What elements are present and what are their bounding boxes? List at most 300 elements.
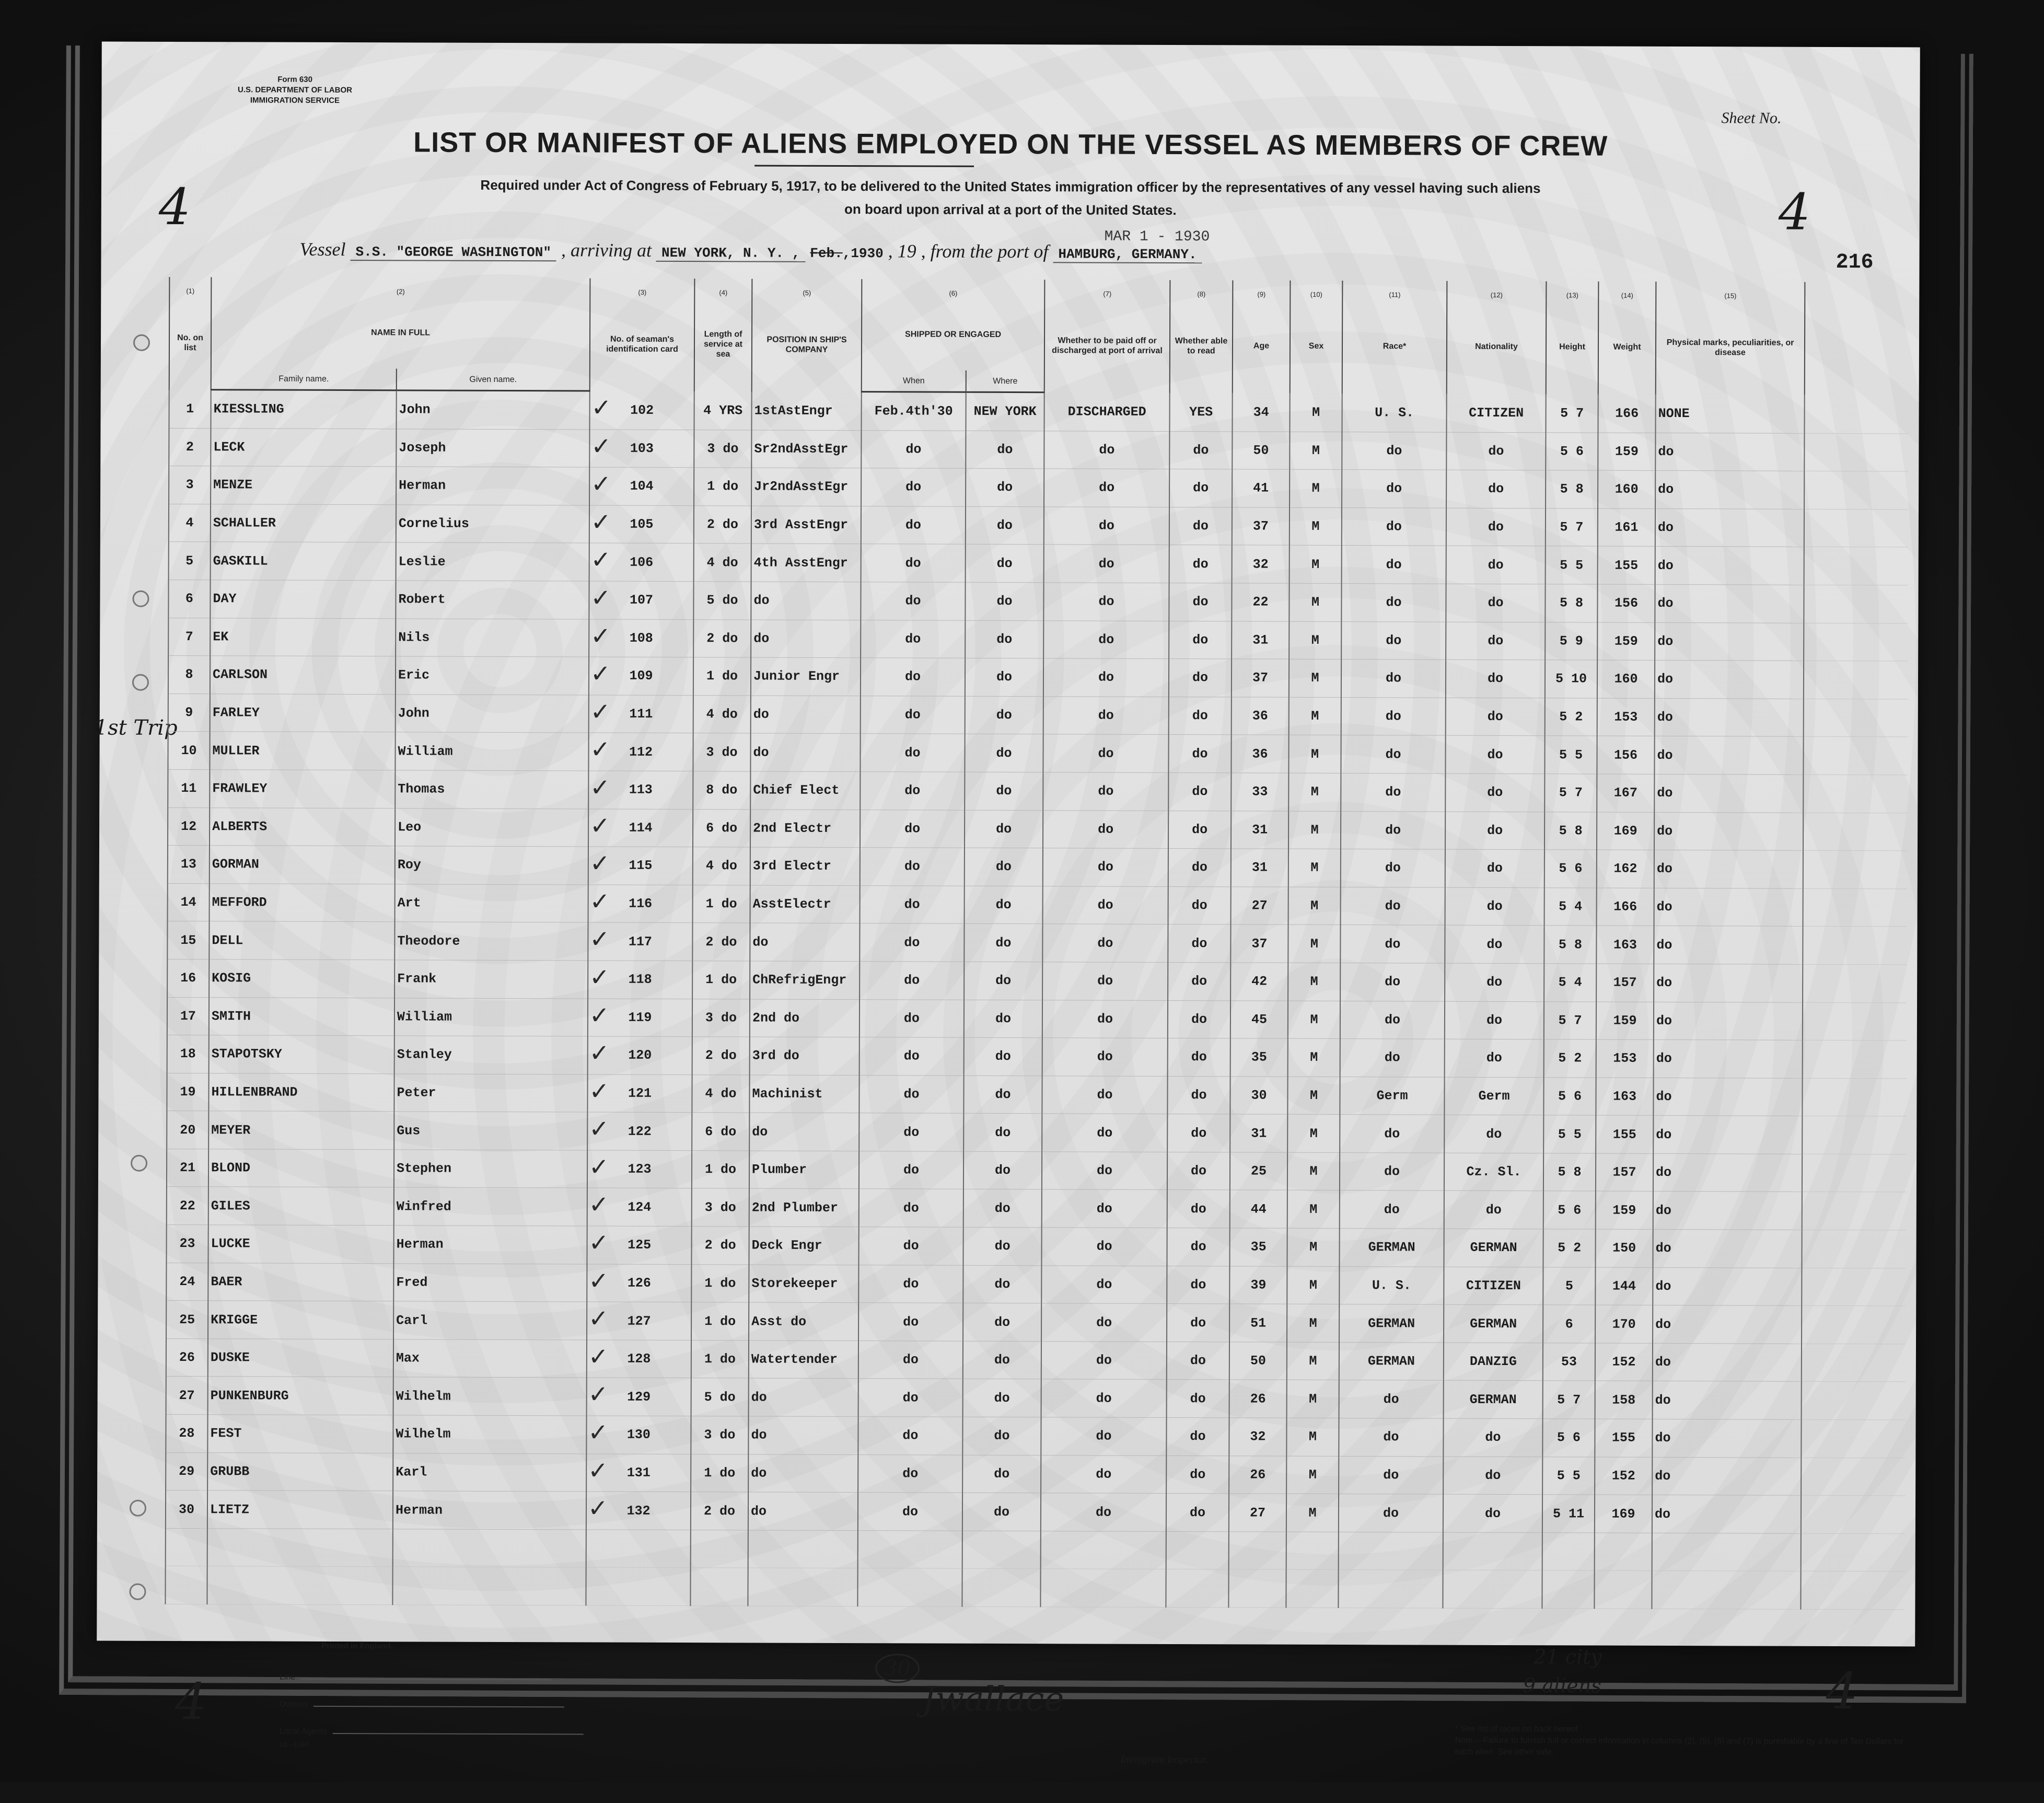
form-identifier [148,74,441,107]
cell-nat: do [1446,470,1546,508]
handwritten-right-number: 4 [1779,183,1810,241]
cell-service: 3 do [692,1188,749,1227]
cell-paid: DISCHARGED [1044,392,1170,431]
cell-empty [1166,1531,1229,1569]
cell-weight: 160 [1597,660,1655,698]
cell-where: do [963,1189,1042,1228]
table-row [167,1149,1906,1192]
cell-race: do [1341,811,1445,849]
cell-when: do [860,962,964,1000]
table-row [168,883,1907,927]
cell-family: LIETZ [207,1490,393,1529]
header-weight: Weight [1598,300,1656,395]
table-row [166,1377,1906,1420]
cell-paid: do [1042,1076,1167,1114]
cell-sex: M [1289,621,1341,660]
cell-blank [1803,850,1907,888]
cell-race: do [1342,507,1446,546]
cell-paid: do [1041,1303,1167,1342]
cell-marks: do [1655,622,1804,661]
cell-read: do [1166,1417,1229,1455]
cell-no: 9 [168,694,210,732]
cell-given: Cornelius [396,505,589,544]
cell-empty [1229,1532,1286,1570]
cell-card: ✓ 111 [589,695,693,733]
cell-empty [962,1531,1041,1569]
cell-blank [1805,395,1909,433]
table-row [167,1073,1906,1116]
cell-read: YES [1170,392,1233,431]
cell-marks: do [1654,850,1803,888]
cell-read: do [1168,772,1231,811]
cell-race: do [1340,1001,1445,1039]
cell-nat: Germ [1444,1077,1543,1115]
arrival-year: ,1930 [843,246,884,261]
cell-age: 36 [1232,697,1289,735]
cell-when: do [859,1075,963,1113]
cell-when: Feb.4th'30 [862,392,966,431]
header-when: When [862,370,966,392]
cell-card: ✓ 115 [588,847,693,885]
cell-height: 5 4 [1544,887,1597,926]
manifest-footer [164,1641,1904,1803]
cell-nat: do [1443,1494,1542,1532]
cell-family: SCHALLER [211,504,396,542]
cell-where: do [962,1455,1041,1493]
colnum-6: (6) [862,279,1044,298]
cell-position: do [751,696,861,734]
cell-blank [1803,775,1907,813]
cell-height: 5 6 [1543,1191,1596,1229]
cell-no: 23 [166,1225,208,1263]
cell-height: 5 11 [1542,1495,1595,1533]
cell-nat: do [1443,1457,1542,1495]
cell-age: 27 [1231,887,1288,925]
cell-age: 34 [1233,393,1290,432]
cell-card: ✓ 127 [587,1302,691,1340]
cell-read: do [1167,1190,1230,1228]
table-row [168,618,1908,661]
cell-given: Theodore [394,922,588,961]
cell-nat: do [1446,584,1545,622]
binder-hole [131,1155,147,1172]
cell-when: do [858,1417,962,1455]
cell-sex: M [1288,849,1341,887]
cell-service: 2 do [692,1037,750,1075]
vessel-label: Vessel [300,239,346,260]
cell-marks: do [1653,1229,1802,1267]
cell-where: do [965,886,1043,924]
header-age: Age [1233,299,1291,393]
cell-when: do [860,772,965,810]
cell-service: 4 YRS [694,391,752,430]
cell-age: 51 [1229,1304,1287,1342]
cell-sex: M [1287,1304,1339,1342]
cell-empty [1594,1570,1652,1609]
table-row [168,846,1907,889]
cell-where: NEW YORK [966,392,1044,431]
arriving-port: NEW YORK, N. Y. , [656,245,805,262]
cell-given: Winfred [394,1187,587,1226]
cell-given: Carl [393,1301,587,1340]
colnum-10: (10) [1290,281,1342,299]
cell-empty [748,1568,857,1606]
cell-race: do [1339,1380,1444,1418]
cell-position: do [748,1416,858,1454]
cell-marks: do [1654,926,1803,964]
cell-empty [1542,1570,1594,1609]
cell-race: do [1340,1039,1445,1077]
table-row [167,997,1907,1041]
header-where: Where [966,371,1044,392]
cell-given: John [396,390,589,430]
cell-race: GERMAN [1339,1304,1444,1343]
cell-service: 2 do [692,923,750,961]
cell-no: 12 [168,807,210,846]
cell-read: do [1168,962,1230,1000]
cell-sex: M [1290,507,1342,546]
cell-service: 1 do [693,885,750,923]
cell-height: 53 [1543,1343,1595,1381]
page-title: LIST OR MANIFEST OF ALIENS EMPLOYED ON THE VESSEL AS MEMBERS OF CREW [101,125,1920,164]
cell-where: do [962,1493,1041,1531]
cell-paid: do [1043,583,1169,621]
cell-paid: do [1043,658,1169,697]
cell-when: do [861,696,965,734]
cell-card: ✓ 112 [588,733,693,771]
cell-weight: 169 [1597,812,1654,850]
cell-height: 5 8 [1543,1153,1596,1192]
cell-age: 41 [1232,469,1290,507]
cell-sex: M [1290,432,1342,470]
cell-service: 8 do [693,771,750,810]
cell-card: ✓ 129 [587,1378,691,1416]
cell-nat: do [1444,1115,1543,1153]
cell-sex: M [1287,1152,1340,1191]
table-row [169,428,1908,471]
cell-age: 37 [1230,924,1288,963]
cell-age: 26 [1229,1455,1286,1494]
cell-family: MENZE [211,466,396,505]
cell-service: 1 do [691,1302,749,1340]
cell-when: do [860,734,965,772]
cell-read: do [1168,1000,1230,1038]
cell-position: 2nd do [750,999,860,1037]
cell-blank [1802,1116,1906,1154]
cell-marks: do [1655,584,1804,622]
cell-family: BAER [208,1263,393,1301]
cell-when: do [860,923,964,962]
cell-given: John [396,695,589,733]
cell-family: BLOND [208,1149,394,1188]
cell-blank [1803,1002,1907,1041]
cell-blank [1802,1344,1906,1382]
cell-nat: do [1445,1001,1544,1039]
cell-empty [1286,1532,1339,1570]
binder-hole [133,334,150,351]
cell-family: GILES [208,1187,394,1226]
cell-given: Robert [396,581,589,619]
cell-blank [1803,737,1907,775]
cell-empty [392,1567,586,1605]
table-row [167,1035,1907,1079]
cell-paid: do [1043,848,1168,886]
cell-blank [1804,547,1908,585]
cell-age: 37 [1232,507,1290,546]
cell-service: 1 do [692,1150,749,1188]
cell-card: ✓ 119 [588,998,692,1036]
cell-no: 13 [168,846,210,884]
cell-weight: 153 [1596,1039,1654,1078]
cell-marks: do [1655,471,1804,509]
cell-age: 25 [1230,1152,1287,1191]
table-row [166,1338,1906,1382]
cell-weight: 155 [1595,1419,1652,1457]
cell-race: do [1340,925,1445,963]
binder-hole [132,591,149,607]
cell-read: do [1166,1494,1229,1532]
crew-manifest-table-wrap [165,277,1909,1641]
cell-no: 18 [167,1035,209,1073]
cell-nat: do [1446,698,1545,736]
cell-no: 22 [167,1187,208,1225]
vessel-line [300,238,1805,265]
cell-nat: do [1443,1418,1542,1457]
manifest-sheet [97,42,1920,1647]
cell-given: Wilhelm [393,1377,587,1416]
header-no-on-list: No. on list [169,296,212,390]
cell-no: 26 [166,1338,208,1377]
cell-height: 5 6 [1544,850,1597,888]
table-row [168,580,1908,623]
handwritten-bottom-left-number: 4 [175,1672,207,1731]
cell-where: do [963,1341,1041,1379]
colnum-blank [1805,282,1909,302]
cell-given: Karl [393,1453,586,1492]
handwritten-trip-note: 1st Trip [95,716,178,740]
cell-no: 2 [169,428,211,466]
cell-sex: M [1287,1266,1339,1304]
cell-service: 2 do [691,1492,748,1530]
cell-empty [1801,1571,1904,1610]
cell-card: ✓ 108 [589,619,693,657]
cell-weight: 153 [1597,698,1655,736]
line-field [280,1673,551,1683]
table-row [167,1187,1906,1230]
cell-empty [166,1528,207,1566]
cell-marks: do [1655,508,1804,547]
cell-marks: NONE [1656,394,1805,433]
cell-where: do [962,1417,1041,1455]
cell-nat: do [1445,963,1544,1001]
header-position: POSITION IN SHIP'S COMPANY [752,297,862,391]
table-row [166,1452,1905,1496]
cell-where: do [965,772,1043,810]
cell-position: 2nd Plumber [749,1188,859,1227]
cell-age: 22 [1232,583,1289,621]
cell-position: Storekeeper [749,1265,858,1303]
cell-when: do [859,1189,963,1227]
cell-position: 1stAstEngr [752,391,862,430]
cell-position: Watertender [749,1340,858,1379]
cell-paid: do [1042,1000,1168,1038]
header-length-service: Length of service at sea [694,297,752,391]
cell-position: Plumber [749,1151,859,1189]
cell-sex: M [1289,659,1341,697]
cell-service: 3 do [693,733,750,771]
cell-no: 14 [168,883,210,921]
cell-where: do [963,1379,1041,1417]
cell-no: 21 [167,1149,208,1187]
cell-given: Gus [394,1112,587,1150]
cell-nat: GERMAN [1444,1229,1543,1267]
cell-card: ✓ 113 [588,771,693,809]
handwritten-count: 30 [875,1654,920,1683]
cell-card: ✓ 123 [587,1150,692,1188]
cell-read: do [1169,545,1232,583]
cell-given: Art [395,884,588,923]
cell-empty [1338,1570,1443,1608]
cell-card: ✓ 102 [590,391,694,430]
cell-where: do [963,1265,1041,1303]
cell-where: do [966,506,1044,545]
cell-blank [1801,1458,1905,1496]
cell-no: 25 [166,1301,208,1339]
cell-empty [1040,1569,1166,1607]
cell-when: do [861,620,965,658]
cell-empty [586,1567,690,1605]
subtitle-line-2: on board upon arrival at a port of the United States. [321,196,1700,223]
cell-given: Peter [394,1073,587,1112]
table-row [169,466,1908,510]
cell-height: 5 10 [1545,660,1597,698]
sheet-no-label: Sheet No. [1721,109,1781,127]
cell-blank [1802,1268,1906,1306]
cell-position: do [751,620,861,658]
cell-empty [1652,1571,1801,1609]
cell-blank [1804,433,1908,471]
cell-where: do [965,696,1043,734]
cell-blank [1804,471,1908,509]
cell-family: DUSKE [208,1339,393,1378]
cell-card: ✓ 124 [587,1188,692,1226]
cell-weight: 156 [1597,584,1655,622]
cell-marks: do [1652,1457,1801,1495]
cell-where: do [963,1114,1042,1152]
cell-given: Herman [393,1226,587,1264]
cell-sex: M [1286,1418,1339,1456]
cell-sex: M [1289,697,1341,735]
cell-height: 5 8 [1545,584,1597,622]
cell-weight: 163 [1596,926,1654,964]
cell-blank [1802,1154,1906,1192]
cell-paid: do [1041,1417,1166,1455]
cell-marks: do [1654,1039,1803,1078]
cell-given: Roy [395,846,588,885]
cell-race: U. S. [1339,1266,1444,1304]
cell-given: Leslie [396,542,589,581]
cell-marks: do [1655,698,1804,736]
cell-weight: 160 [1598,470,1655,508]
cell-height: 5 2 [1543,1229,1595,1267]
cell-empty [858,1530,962,1568]
cell-read: do [1167,1304,1229,1342]
cell-empty [1801,1533,1905,1571]
cell-sex: M [1289,583,1341,621]
cell-nat: do [1446,546,1546,584]
cell-card: ✓ 109 [589,657,693,695]
cell-position: Chief Elect [750,771,860,810]
cell-weight: 161 [1598,508,1655,547]
cell-height: 5 7 [1544,1001,1596,1039]
cell-blank [1801,1419,1905,1458]
cell-height: 5 6 [1546,432,1598,470]
empty-row [166,1528,1905,1571]
cell-family: GRUBB [207,1452,393,1491]
cell-weight: 156 [1597,736,1654,774]
cell-when: do [858,1493,962,1531]
cell-where: do [965,734,1043,772]
cell-card: ✓ 126 [587,1264,691,1302]
cell-where: do [963,1303,1041,1341]
cell-marks: do [1653,1381,1802,1419]
cell-service: 4 do [693,847,750,885]
cell-empty [1595,1533,1652,1571]
cell-blank [1804,509,1908,547]
header-able-read: Whether able to read [1170,299,1233,393]
cell-position: Asst do [749,1302,858,1340]
cell-weight: 163 [1596,1078,1653,1116]
cell-nat: do [1445,887,1544,926]
cell-card: ✓ 128 [587,1340,691,1378]
cell-nat: do [1445,849,1544,887]
cell-family: KIESSLING [211,390,396,429]
cell-read: do [1167,1266,1229,1304]
table-row [168,769,1907,813]
cell-weight: 150 [1595,1229,1653,1267]
cell-sex: M [1286,1456,1339,1494]
cell-given: Herman [393,1491,586,1530]
cell-empty [962,1569,1040,1607]
cell-read: do [1168,735,1231,773]
arriving-label: , arriving at [561,239,652,261]
table-row [167,1111,1906,1154]
cell-where: do [965,658,1043,696]
cell-height: 5 6 [1542,1419,1595,1457]
cell-no: 6 [168,580,210,618]
header-height: Height [1546,300,1599,394]
cell-paid: do [1042,1189,1167,1228]
cell-nat: do [1445,1039,1544,1077]
cell-read: do [1169,659,1232,697]
cell-empty [1041,1531,1166,1569]
cell-marks: do [1653,1116,1802,1154]
cell-height: 5 5 [1546,546,1598,584]
cell-when: do [861,544,966,582]
cell-service: 3 do [691,1416,748,1454]
cell-family: DAY [210,580,396,619]
table-row [169,542,1908,585]
cell-sex: M [1290,546,1342,584]
cell-age: 36 [1231,735,1288,773]
cell-age: 42 [1230,963,1288,1001]
cell-age: 44 [1230,1190,1287,1228]
cell-family: GORMAN [210,846,395,884]
cell-height: 5 7 [1543,1381,1595,1419]
cell-weight: 155 [1598,546,1655,584]
cell-empty [1286,1570,1338,1608]
cell-height: 5 5 [1542,1457,1595,1495]
